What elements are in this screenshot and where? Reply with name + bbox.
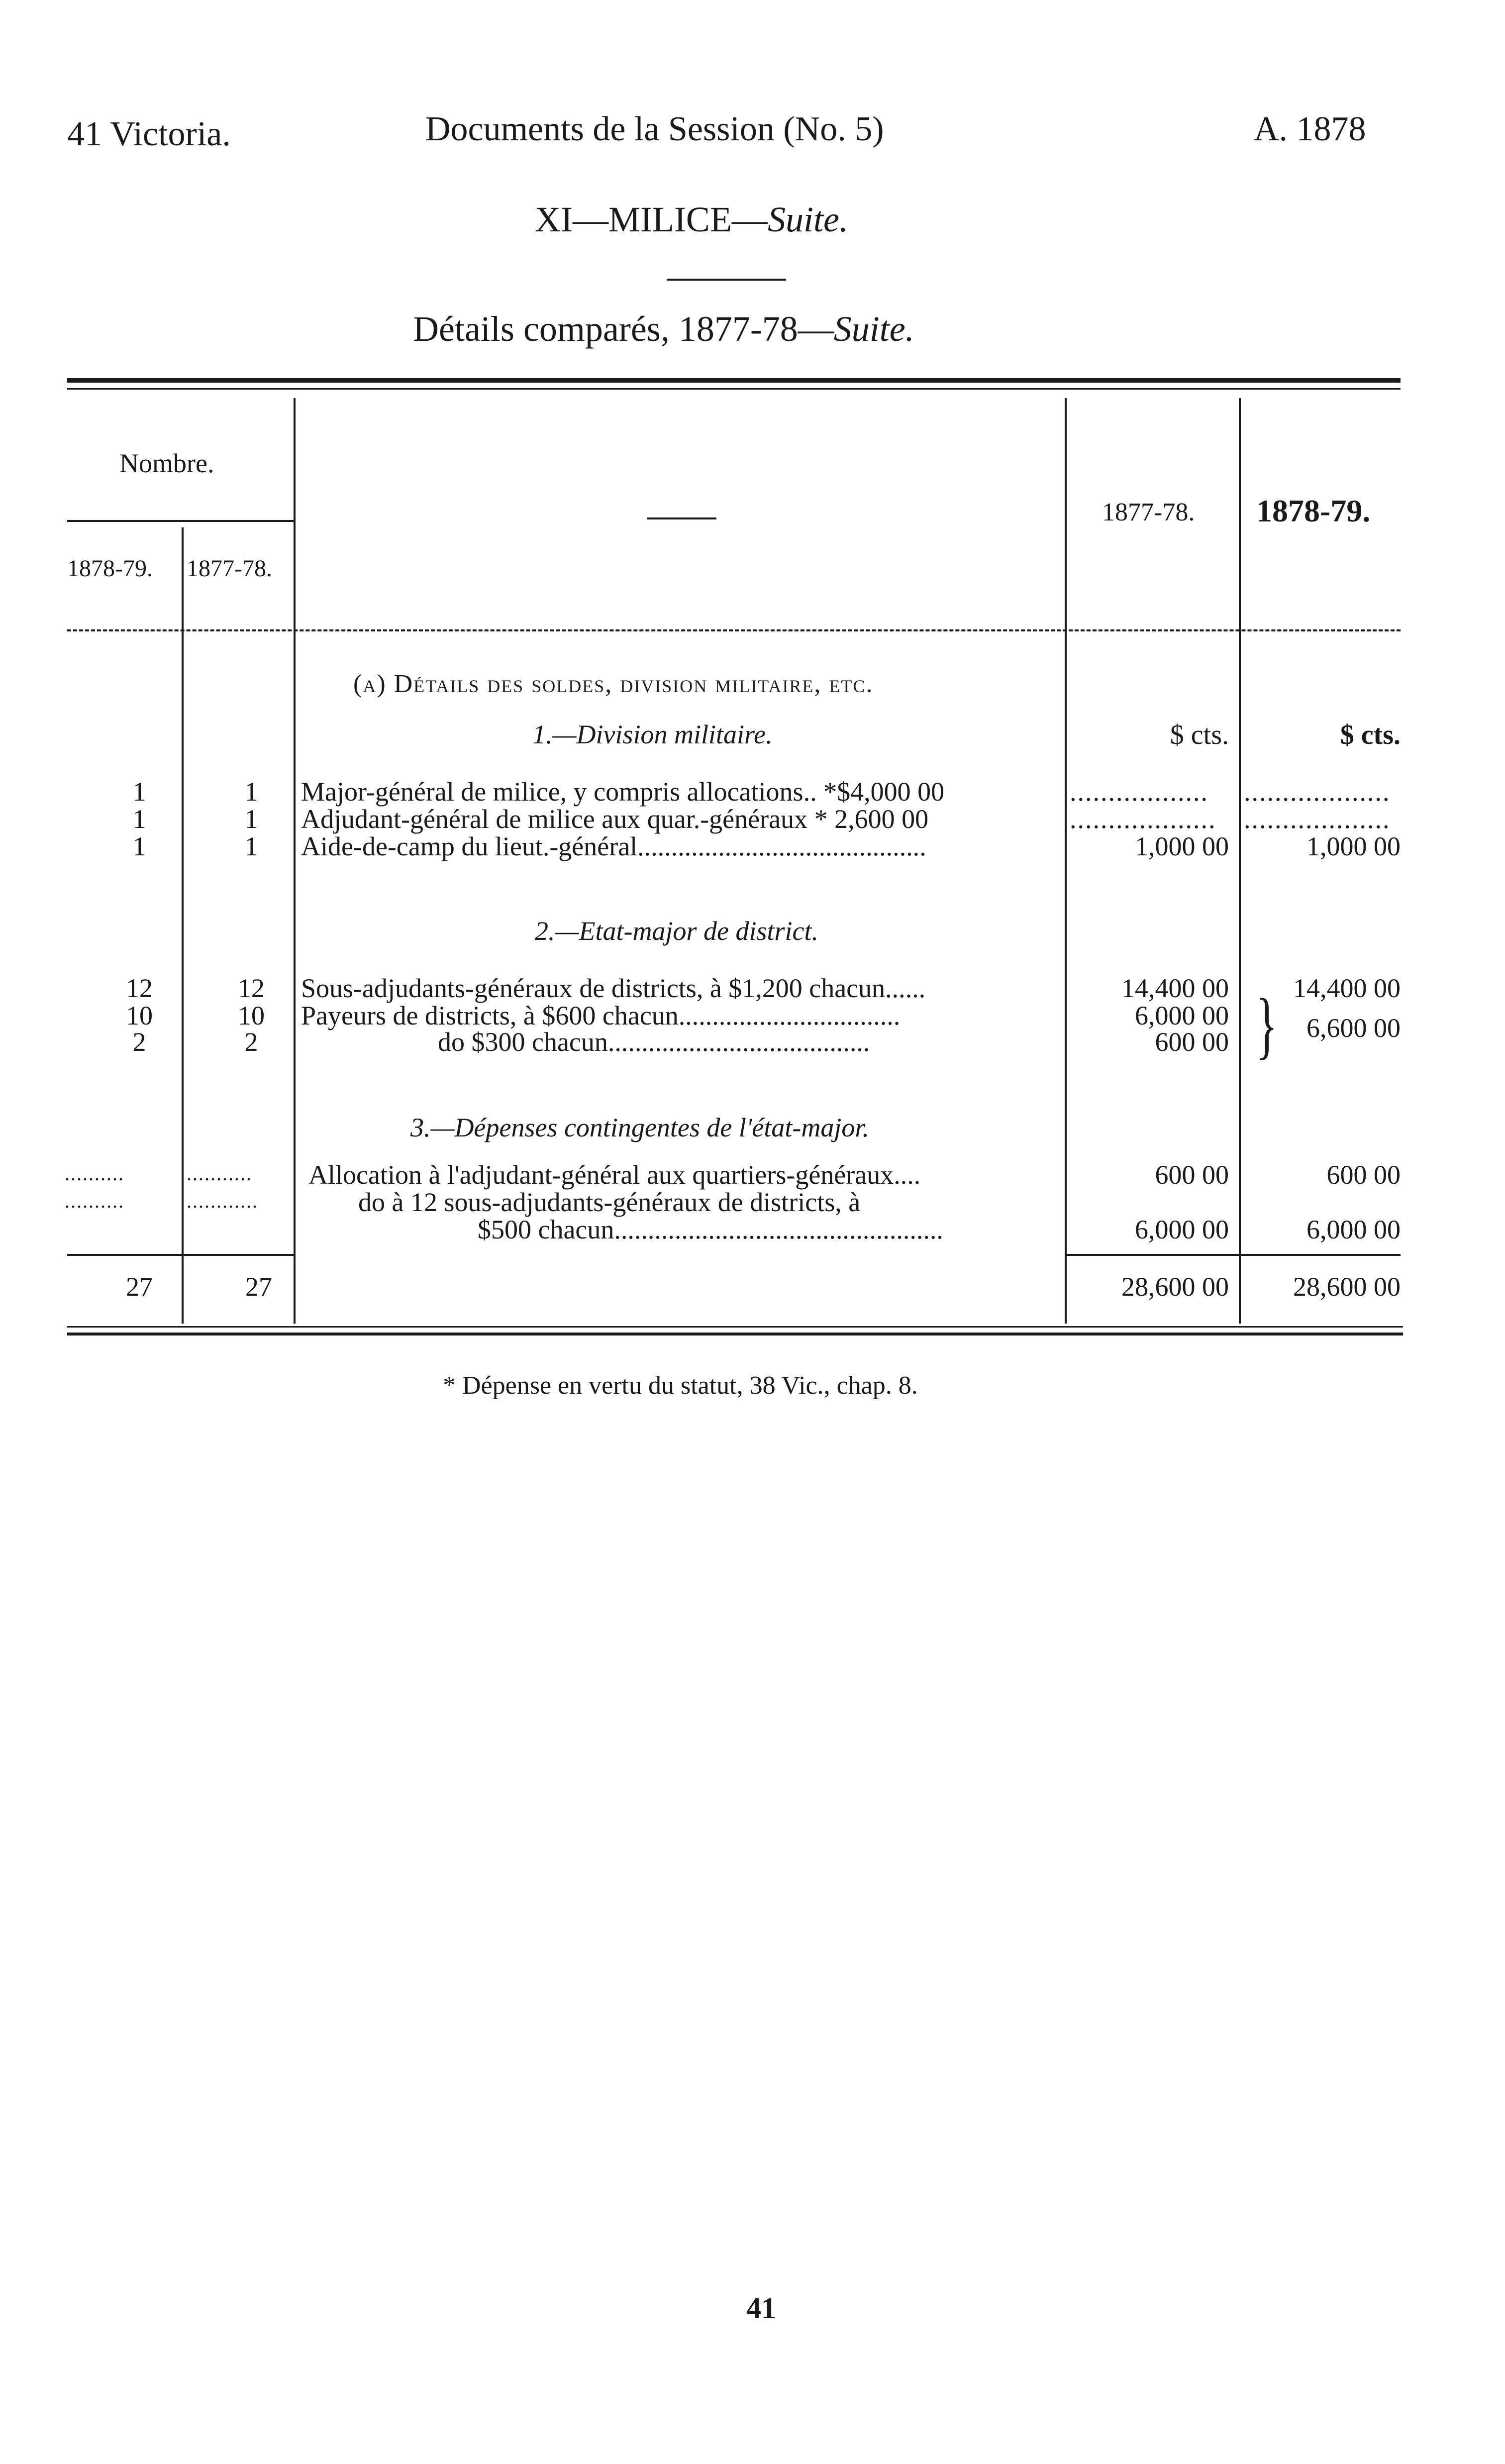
- row-7-col-b: ...........: [187, 1162, 252, 1185]
- header-bottom-rule: [67, 629, 1401, 631]
- header-year-prev: 1877-78.: [1102, 498, 1195, 526]
- row-1-prev: ..................: [1070, 777, 1208, 807]
- table-bottom-rule-thin: [67, 1326, 1403, 1328]
- row-4-prev: 14,400 00: [1121, 973, 1229, 1003]
- col-rule-prev-left: [1065, 398, 1067, 1324]
- col-rule-nombre-split: [182, 527, 184, 1324]
- table-bottom-rule-thick: [67, 1333, 1403, 1335]
- row-1-col-b: 1: [244, 777, 258, 807]
- total-rule-amounts: [1065, 1254, 1401, 1256]
- section-title: (a) Détails des soldes, division militaire, etc.: [353, 670, 874, 698]
- row-1-curr: ...................: [1244, 777, 1391, 807]
- row-4-col-b: 12: [238, 973, 265, 1003]
- row-8-prev: 6,000 00: [1135, 1215, 1229, 1244]
- total-col-a: 27: [126, 1272, 153, 1302]
- title-italic: Suite.: [767, 200, 848, 239]
- subtitle-main: Détails comparés, 1877-78—: [413, 309, 834, 349]
- subsection-3-title: 3.—Dépenses contingentes de l'état-major.: [410, 1113, 869, 1142]
- total-prev: 28,600 00: [1121, 1272, 1229, 1302]
- subsection-2-title: 2.—Etat-major de district.: [535, 916, 818, 946]
- unit-curr: $ cts.: [1340, 719, 1401, 750]
- brace-icon: }: [1256, 984, 1278, 1066]
- row-5-desc: Payeurs de districts, à $600 chacun.................................: [301, 1001, 901, 1030]
- table-top-rule-thin: [67, 388, 1401, 390]
- running-head-right: A. 1878: [1254, 110, 1366, 148]
- row-2-prev: ...................: [1070, 804, 1216, 834]
- subtitle-italic: Suite.: [833, 309, 914, 349]
- total-curr: 28,600 00: [1293, 1272, 1401, 1302]
- brace-total: 6,600 00: [1306, 1013, 1401, 1043]
- col-rule-curr-left: [1239, 398, 1241, 1324]
- row-8-desc-line1: do à 12 sous-adjudants-généraux de districts, à: [358, 1187, 861, 1217]
- title-rule: [667, 279, 786, 281]
- row-4-col-a: 12: [126, 973, 153, 1003]
- row-6-prev: 600 00: [1155, 1027, 1229, 1057]
- row-7-desc: Allocation à l'adjudant-général aux quartiers-généraux....: [308, 1160, 921, 1190]
- total-rule-nombre: [67, 1254, 294, 1256]
- running-head-left: 41 Victoria.: [67, 115, 231, 153]
- row-1-col-a: 1: [132, 777, 146, 807]
- page-number: 41: [746, 2292, 776, 2325]
- header-center-dash: [647, 517, 716, 519]
- row-5-prev: 6,000 00: [1135, 1001, 1229, 1030]
- row-1-desc: Major-général de milice, y compris allocations.. *$4,000 00: [301, 777, 945, 807]
- row-2-col-b: 1: [244, 804, 258, 834]
- table-top-rule-thick: [67, 378, 1401, 383]
- row-7-col-a: ..........: [65, 1162, 124, 1185]
- header-col-a: 1878-79.: [67, 555, 153, 582]
- row-5-col-a: 10: [126, 1001, 153, 1030]
- row-6-desc: do $300 chacun.......................................: [438, 1027, 870, 1057]
- unit-prev: $ cts.: [1170, 719, 1229, 750]
- row-7-curr: 600 00: [1326, 1160, 1401, 1190]
- row-3-desc: Aide-de-camp du lieut.-général...........................................: [301, 831, 926, 861]
- row-7-prev: 600 00: [1155, 1160, 1229, 1190]
- row-8-col-b: ............: [187, 1190, 258, 1212]
- row-3-curr: 1,000 00: [1306, 831, 1401, 861]
- header-nombre-rule: [67, 520, 294, 522]
- row-4-desc: Sous-adjudants-généraux de districts, à $1,200 chacun......: [301, 973, 926, 1003]
- row-4-curr: 14,400 00: [1293, 973, 1401, 1003]
- row-6-col-b: 2: [244, 1027, 258, 1057]
- header-col-b: 1877-78.: [187, 555, 272, 582]
- row-2-desc: Adjudant-général de milice aux quar.-généraux * 2,600 00: [301, 804, 929, 834]
- footnote: * Dépense en vertu du statut, 38 Vic., chap. 8.: [443, 1371, 918, 1400]
- row-8-desc-line2: $500 chacun.................................................: [478, 1215, 943, 1244]
- row-8-curr: 6,000 00: [1306, 1215, 1401, 1244]
- total-col-b: 27: [245, 1272, 272, 1302]
- row-3-prev: 1,000 00: [1135, 831, 1229, 861]
- title-main: XI—MILICE—: [535, 200, 768, 239]
- row-5-col-b: 10: [238, 1001, 265, 1030]
- row-3-col-a: 1: [132, 831, 146, 861]
- page-subtitle: [413, 308, 914, 350]
- page-title: [535, 199, 848, 240]
- row-2-curr: ...................: [1244, 804, 1391, 834]
- header-nombre: Nombre.: [119, 448, 214, 478]
- row-3-col-b: 1: [244, 831, 258, 861]
- header-year-curr: 1878-79.: [1256, 493, 1371, 528]
- row-2-col-a: 1: [132, 804, 146, 834]
- row-8-col-a: ..........: [65, 1190, 124, 1212]
- subsection-1-title: 1.—Division militaire.: [532, 719, 773, 749]
- row-6-col-a: 2: [132, 1027, 146, 1057]
- running-head-center: Documents de la Session (No. 5): [425, 110, 884, 148]
- col-rule-desc-left: [294, 398, 296, 1324]
